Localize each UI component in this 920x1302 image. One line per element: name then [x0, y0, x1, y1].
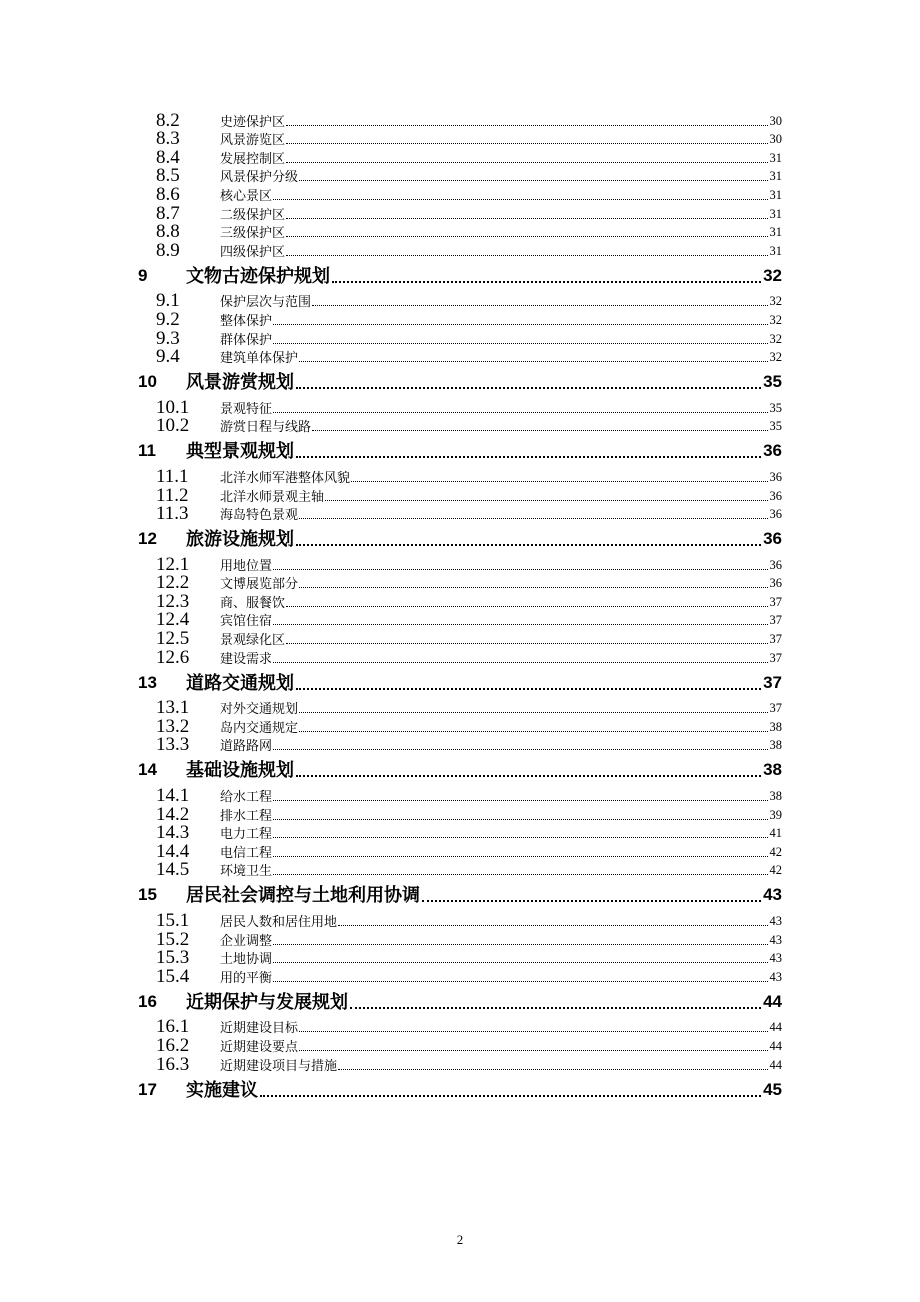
dot-leader: [299, 586, 767, 588]
toc-section-entry[interactable]: [138, 147, 782, 166]
toc-section-entry[interactable]: [138, 129, 782, 148]
toc-entry-title: 近期建设要点: [220, 1038, 299, 1054]
toc-entry-number: 12.6: [156, 646, 190, 668]
toc-chapter-entry[interactable]: [138, 522, 782, 550]
toc-entry-title: 道路路网: [220, 738, 273, 754]
toc-entry-page: 31: [769, 150, 782, 165]
dot-leader: [312, 429, 767, 431]
toc-entry-number: 15: [138, 885, 157, 905]
dot-leader: [332, 280, 761, 283]
toc-entry-page: 32: [769, 294, 782, 309]
toc-section-entry[interactable]: [138, 860, 782, 879]
dot-leader: [296, 386, 761, 389]
toc-entry-page: 43: [769, 932, 782, 947]
dot-leader: [260, 1094, 761, 1097]
dot-leader: [273, 873, 767, 875]
toc-entry-page: 43: [763, 885, 782, 905]
dot-leader: [296, 543, 761, 546]
dot-leader: [286, 642, 767, 644]
toc-section-entry[interactable]: [138, 554, 782, 573]
dot-leader: [273, 748, 767, 750]
dot-leader: [273, 943, 767, 945]
toc-entry-page: 36: [769, 507, 782, 522]
toc-section-entry[interactable]: [138, 610, 782, 629]
toc-entry-page: 44: [769, 1020, 782, 1035]
toc-entry-number: 14.2: [156, 803, 190, 825]
toc-section-entry[interactable]: [138, 110, 782, 129]
toc-entry-title: 基础设施规划: [186, 760, 294, 781]
toc-entry-number: 8.5: [156, 165, 180, 187]
toc-section-entry[interactable]: [138, 397, 782, 416]
dot-leader: [273, 836, 767, 838]
toc-entry-page: 30: [769, 132, 782, 147]
dot-leader: [273, 342, 767, 344]
toc-entry-title: 北洋水师景观主轴: [220, 488, 325, 504]
dot-leader: [422, 899, 761, 902]
toc-entry-page: 32: [763, 265, 782, 285]
toc-entry-number: 14.4: [156, 840, 190, 862]
toc-entry-number: 10: [138, 372, 157, 392]
toc-entry-page: 37: [769, 594, 782, 609]
toc-section-entry[interactable]: [138, 698, 782, 717]
toc-entry-page: 37: [769, 701, 782, 716]
dot-leader: [299, 360, 767, 362]
toc-entry-title: 保护层次与范围: [220, 294, 312, 310]
toc-entry-title: 旅游设施规划: [186, 529, 294, 550]
toc-entry-title: 海岛特色景观: [220, 507, 299, 523]
toc-section-entry[interactable]: [138, 823, 782, 842]
toc-entry-number: 10.2: [156, 415, 190, 437]
table-of-contents: [138, 110, 782, 1105]
toc-section-entry[interactable]: [138, 929, 782, 948]
toc-entry-number: 14.5: [156, 859, 190, 881]
toc-entry-title: 近期建设目标: [220, 1020, 299, 1036]
toc-entry-page: 31: [769, 225, 782, 240]
toc-entry-title: 风景游览区: [220, 132, 286, 148]
toc-entry-title: 居民社会调控与土地利用协调: [186, 885, 420, 906]
toc-entry-title: 风景游赏规划: [186, 372, 294, 393]
toc-section-entry[interactable]: [138, 184, 782, 203]
toc-section-entry[interactable]: [138, 1017, 782, 1036]
dot-leader: [296, 687, 761, 690]
toc-entry-number: 12.1: [156, 553, 190, 575]
toc-section-entry[interactable]: [138, 841, 782, 860]
toc-chapter-entry[interactable]: [138, 259, 782, 287]
dot-leader: [286, 161, 767, 163]
toc-chapter-entry[interactable]: [138, 365, 782, 393]
toc-entry-number: 8.8: [156, 221, 180, 243]
toc-section-entry[interactable]: [138, 166, 782, 185]
toc-entry-page: 37: [769, 632, 782, 647]
toc-entry-number: 15.2: [156, 928, 190, 950]
toc-entry-page: 36: [769, 488, 782, 503]
dot-leader: [299, 1030, 767, 1032]
dot-leader: [273, 799, 767, 801]
toc-entry-title: 环境卫生: [220, 863, 273, 879]
toc-entry-page: 31: [769, 187, 782, 202]
toc-section-entry[interactable]: [138, 240, 782, 259]
dot-leader: [273, 623, 767, 625]
toc-entry-number: 12.5: [156, 628, 190, 650]
page-number: 2: [456, 1232, 464, 1247]
toc-entry-number: 11.3: [156, 503, 189, 525]
toc-chapter-entry[interactable]: [138, 878, 782, 906]
toc-entry-number: 8.4: [156, 146, 180, 168]
toc-entry-number: 12.2: [156, 572, 190, 594]
dot-leader: [273, 323, 767, 325]
toc-entry-number: 9.3: [156, 327, 180, 349]
toc-entry-title: 史迹保护区: [220, 113, 286, 129]
toc-entry-number: 8.9: [156, 239, 180, 261]
toc-entry-title: 用地位置: [220, 557, 273, 573]
toc-entry-page: 36: [769, 469, 782, 484]
dot-leader: [273, 980, 767, 982]
toc-entry-number: 14: [138, 760, 157, 780]
toc-entry-page: 43: [769, 914, 782, 928]
toc-entry-title: 景观特征: [220, 400, 273, 416]
toc-entry-page: 38: [769, 719, 782, 734]
toc-entry-page: 35: [769, 400, 782, 415]
toc-entry-title: 风景保护分级: [220, 169, 299, 185]
toc-section-entry[interactable]: [138, 948, 782, 967]
dot-leader: [286, 235, 767, 237]
toc-entry-number: 15.4: [156, 965, 190, 987]
toc-chapter-entry[interactable]: [138, 434, 782, 462]
toc-chapter-entry[interactable]: [138, 753, 782, 781]
toc-section-entry[interactable]: [138, 203, 782, 222]
toc-entry-number: 10.1: [156, 396, 190, 418]
toc-section-entry[interactable]: [138, 628, 782, 650]
toc-section-entry[interactable]: [138, 573, 782, 592]
dot-leader: [296, 455, 761, 458]
toc-entry-page: 37: [769, 613, 782, 628]
toc-entry-number: 14.3: [156, 822, 190, 844]
toc-entry-page: 39: [769, 807, 782, 822]
toc-section-entry[interactable]: [138, 591, 782, 610]
toc-entry-page: 31: [769, 243, 782, 258]
toc-entry-number: 11.2: [156, 484, 189, 506]
toc-entry-title: 三级保护区: [220, 225, 286, 241]
toc-entry-title: 建设需求: [220, 650, 273, 666]
dot-leader: [273, 411, 767, 413]
toc-entry-title: 电信工程: [220, 844, 273, 860]
dot-leader: [299, 730, 767, 732]
toc-section-entry[interactable]: [138, 910, 782, 929]
toc-entry-number: 12.4: [156, 609, 190, 631]
toc-entry-number: 13: [138, 672, 157, 692]
toc-entry-number: 11.1: [156, 465, 189, 487]
toc-entry-number: 15.3: [156, 947, 190, 969]
toc-section-entry[interactable]: [138, 1054, 782, 1073]
toc-entry-page: 38: [763, 760, 782, 780]
toc-entry-title: 给水工程: [220, 789, 273, 805]
dot-leader: [325, 499, 767, 501]
toc-entry-page: 44: [769, 1057, 782, 1072]
toc-section-entry[interactable]: [138, 291, 782, 310]
toc-entry-page: 43: [769, 951, 782, 966]
toc-entry-number: 15.1: [156, 910, 190, 931]
toc-entry-title: 排水工程: [220, 807, 273, 823]
toc-entry-page: 36: [763, 441, 782, 461]
toc-section-entry[interactable]: [138, 647, 782, 666]
toc-entry-title: 文博展览部分: [220, 576, 299, 592]
toc-section-entry[interactable]: [138, 504, 782, 523]
toc-entry-title: 整体保护: [220, 312, 273, 328]
toc-entry-title: 北洋水师军港整体风貌: [220, 469, 351, 485]
toc-entry-title: 居民人数和居住用地: [220, 914, 338, 929]
toc-section-entry[interactable]: [138, 309, 782, 328]
dot-leader: [299, 1049, 767, 1051]
toc-entry-title: 核心景区: [220, 187, 273, 203]
toc-entry-number: 12.3: [156, 590, 190, 612]
toc-entry-number: 13.1: [156, 697, 190, 719]
toc-entry-title: 群体保护: [220, 331, 273, 347]
toc-entry-number: 9: [138, 265, 148, 285]
toc-entry-number: 16.3: [156, 1053, 190, 1075]
toc-entry-number: 13.2: [156, 715, 190, 737]
toc-entry-number: 16.2: [156, 1034, 190, 1056]
toc-entry-page: 42: [769, 863, 782, 878]
toc-entry-title: 建筑单体保护: [220, 350, 299, 366]
toc-entry-number: 13.3: [156, 734, 190, 756]
dot-leader: [273, 961, 767, 963]
toc-entry-title: 商、服餐饮: [220, 594, 286, 610]
toc-entry-title: 二级保护区: [220, 206, 286, 222]
toc-entry-page: 35: [763, 372, 782, 392]
toc-entry-title: 企业调整: [220, 932, 273, 948]
toc-entry-page: 36: [769, 557, 782, 572]
toc-section-entry[interactable]: [138, 966, 782, 985]
toc-entry-page: 38: [769, 789, 782, 804]
toc-entry-page: 36: [763, 529, 782, 549]
toc-entry-number: 12: [138, 529, 157, 549]
toc-section-entry[interactable]: [138, 785, 782, 807]
toc-entry-title: 宾馆住宿: [220, 613, 273, 629]
dot-leader: [273, 198, 767, 200]
toc-entry-number: 9.2: [156, 308, 180, 330]
toc-entry-page: 44: [769, 1038, 782, 1053]
dot-leader: [299, 517, 767, 519]
dot-leader: [273, 568, 767, 570]
toc-entry-page: 38: [769, 738, 782, 753]
dot-leader: [286, 217, 767, 219]
toc-entry-page: 35: [769, 419, 782, 434]
toc-entry-number: 8.2: [156, 109, 180, 131]
dot-leader: [338, 924, 767, 926]
dot-leader: [299, 179, 767, 181]
toc-section-entry[interactable]: [138, 1035, 782, 1054]
toc-entry-title: 四级保护区: [220, 243, 286, 259]
toc-entry-title: 典型景观规划: [186, 441, 294, 462]
dot-leader: [273, 855, 767, 857]
dot-leader: [286, 124, 767, 126]
toc-entry-page: 37: [763, 672, 782, 692]
toc-entry-number: 17: [138, 1079, 157, 1099]
toc-section-entry[interactable]: [138, 804, 782, 823]
toc-entry-page: 44: [763, 991, 782, 1011]
toc-entry-number: 8.3: [156, 128, 180, 150]
toc-entry-page: 37: [769, 650, 782, 665]
dot-leader: [286, 254, 767, 256]
dot-leader: [338, 1068, 767, 1070]
toc-chapter-entry[interactable]: [138, 1073, 782, 1101]
toc-entry-page: 30: [769, 113, 782, 128]
toc-entry-title: 游赏日程与线路: [220, 419, 312, 435]
toc-entry-page: 32: [769, 312, 782, 327]
toc-section-entry[interactable]: [138, 716, 782, 735]
toc-entry-number: 16: [138, 991, 157, 1011]
toc-entry-title: 近期建设项目与措施: [220, 1057, 338, 1073]
toc-section-entry[interactable]: [138, 735, 782, 754]
dot-leader: [273, 818, 767, 820]
toc-section-entry[interactable]: [138, 222, 782, 241]
toc-entry-title: 发展控制区: [220, 150, 286, 166]
toc-chapter-entry[interactable]: [138, 666, 782, 694]
toc-section-entry[interactable]: [138, 328, 782, 347]
toc-entry-title: 道路交通规划: [186, 672, 294, 693]
toc-entry-title: 近期保护与发展规划: [186, 991, 348, 1012]
dot-leader: [312, 304, 767, 306]
toc-entry-title: 实施建议: [186, 1079, 258, 1100]
toc-entry-title: 用的平衡: [220, 969, 273, 985]
dot-leader: [286, 605, 767, 607]
toc-entry-number: 16.1: [156, 1016, 190, 1038]
toc-entry-number: 8.7: [156, 202, 180, 224]
toc-entry-page: 36: [769, 576, 782, 591]
toc-entry-title: 电力工程: [220, 826, 273, 842]
dot-leader: [286, 142, 767, 144]
toc-entry-number: 9.4: [156, 346, 180, 368]
toc-section-entry[interactable]: [138, 466, 782, 485]
toc-entry-page: 43: [769, 969, 782, 984]
toc-entry-number: 9.1: [156, 290, 180, 312]
toc-entry-number: 11: [138, 441, 156, 461]
toc-entry-title: 文物古迹保护规划: [186, 265, 330, 286]
dot-leader: [350, 1006, 761, 1009]
dot-leader: [299, 711, 767, 713]
toc-entry-page: 32: [769, 350, 782, 365]
toc-entry-number: 8.6: [156, 183, 180, 205]
toc-entry-title: 岛内交通规定: [220, 719, 299, 735]
toc-entry-number: 14.1: [156, 785, 190, 807]
toc-section-entry[interactable]: [138, 485, 782, 504]
toc-entry-title: 土地协调: [220, 951, 273, 967]
toc-entry-title: 景观绿化区: [220, 632, 286, 648]
toc-entry-page: 32: [769, 331, 782, 346]
toc-section-entry[interactable]: [138, 416, 782, 435]
toc-entry-title: 对外交通规划: [220, 701, 299, 717]
dot-leader: [296, 774, 761, 777]
toc-section-entry[interactable]: [138, 347, 782, 366]
toc-entry-page: 31: [769, 169, 782, 184]
dot-leader: [351, 480, 767, 482]
toc-entry-page: 41: [769, 826, 782, 841]
toc-entry-page: 45: [763, 1079, 782, 1099]
dot-leader: [273, 661, 767, 663]
toc-entry-page: 31: [769, 206, 782, 221]
toc-entry-page: 42: [769, 844, 782, 859]
toc-chapter-entry[interactable]: [138, 985, 782, 1013]
